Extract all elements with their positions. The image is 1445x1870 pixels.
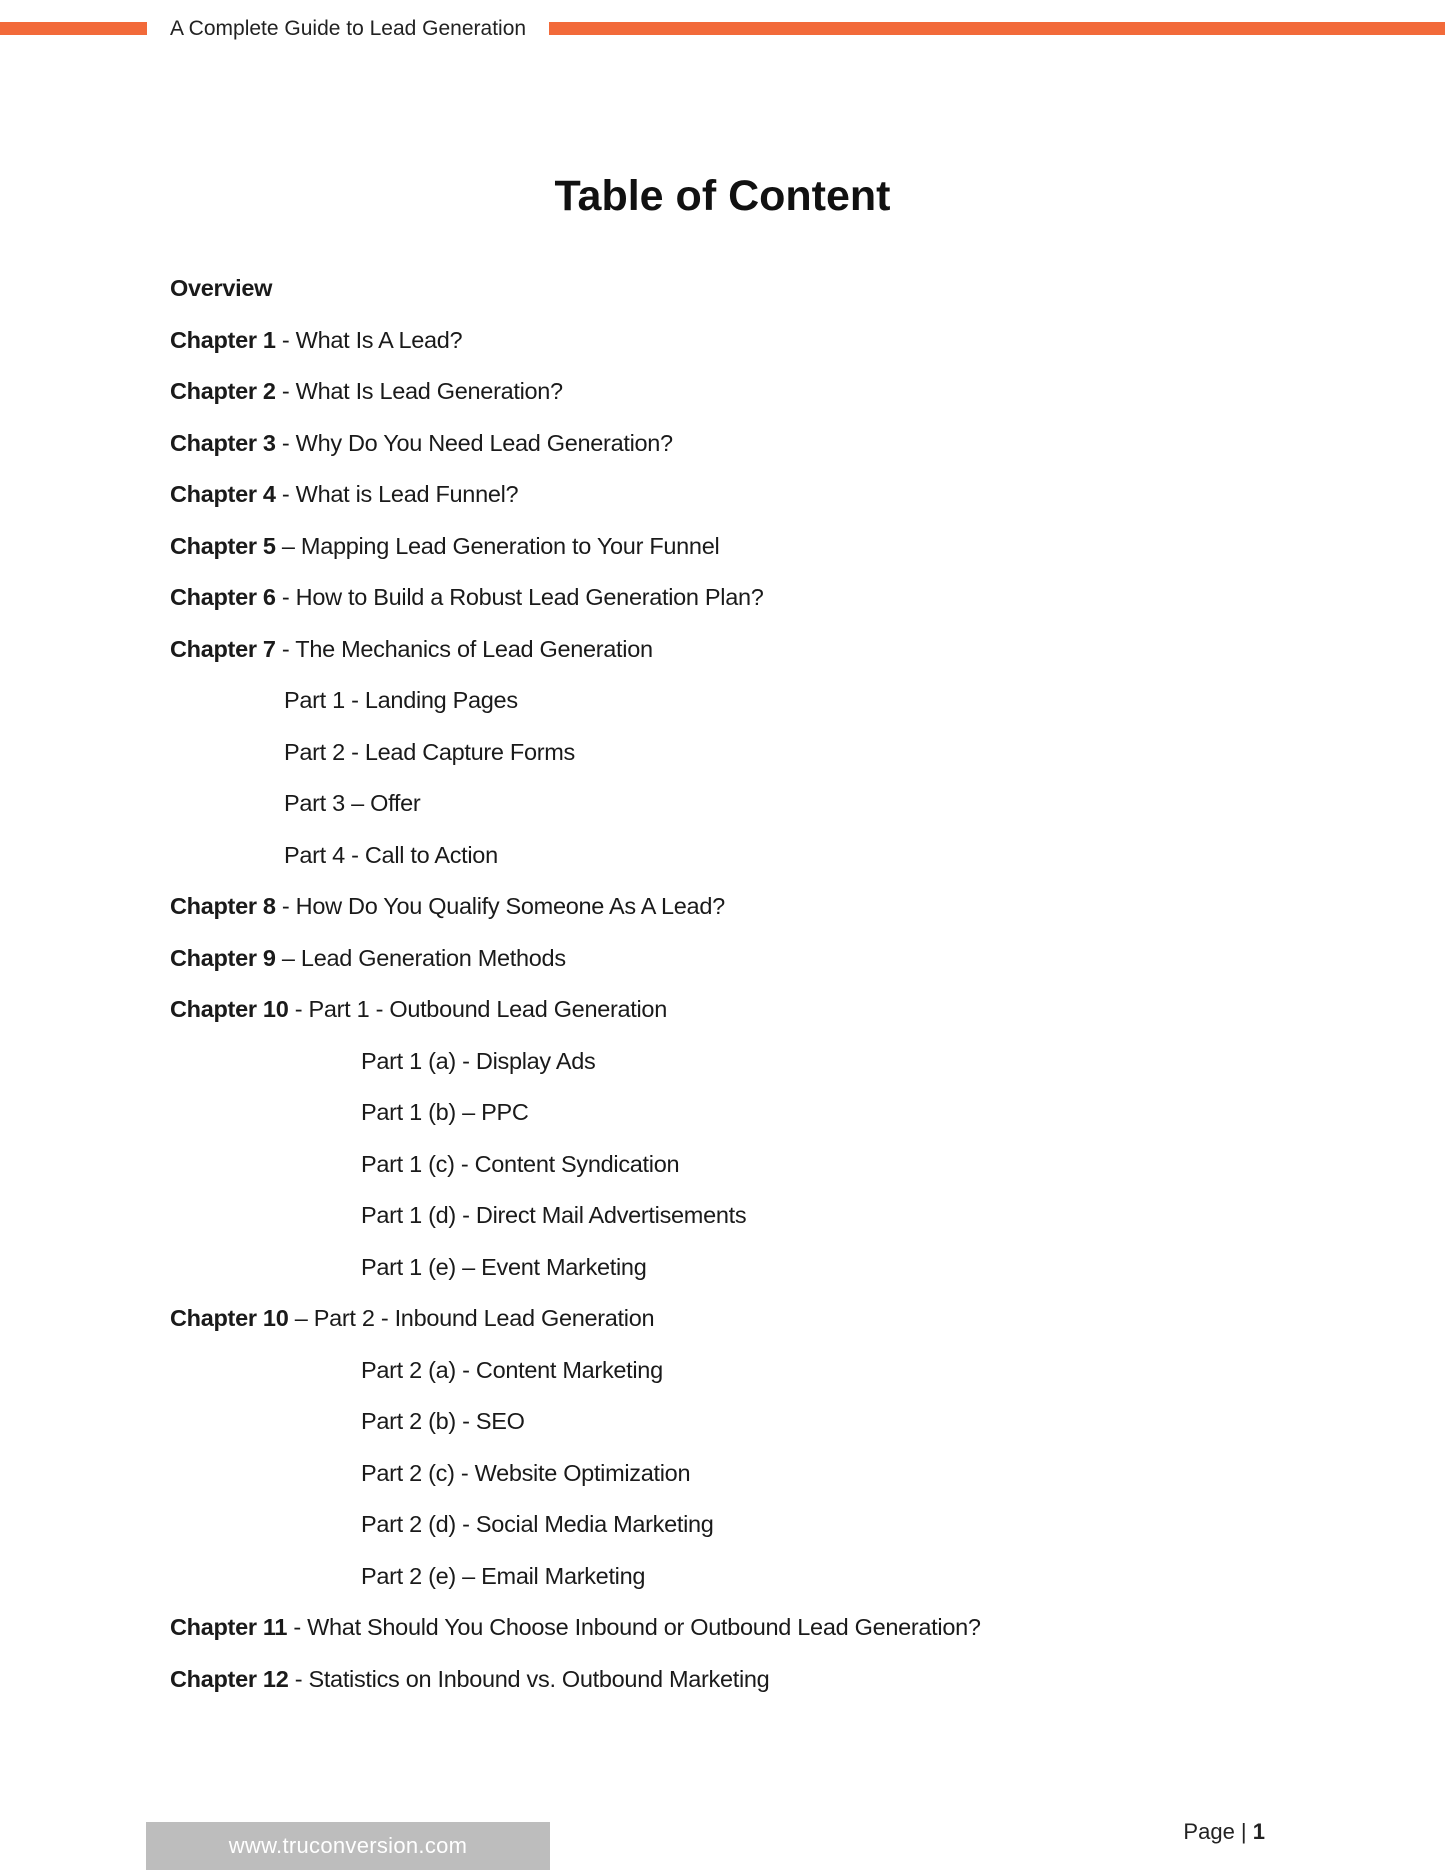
toc-entry-text: Part 1 (a) - Display Ads: [361, 1047, 596, 1074]
toc-chapter-entry[interactable]: [0, 938, 1445, 990]
toc-entry-text: - What Is A Lead?: [275, 326, 463, 353]
toc-chapter-entry[interactable]: [0, 1607, 1445, 1659]
toc-entry-text: Part 2 (a) - Content Marketing: [361, 1356, 663, 1383]
toc-chapter-entry[interactable]: [0, 629, 1445, 681]
toc-entry-text: Part 3 – Offer: [284, 790, 421, 816]
toc-entry-label: Chapter 11: [170, 1614, 288, 1640]
toc-entry-label: Chapter 7: [170, 635, 276, 662]
toc-chapter-entry[interactable]: [0, 371, 1445, 423]
toc-chapter-entry[interactable]: [0, 989, 1445, 1041]
toc-part-entry[interactable]: [0, 1504, 1445, 1556]
toc-entry-label: Chapter 4: [170, 481, 276, 507]
toc-entry-text: - How Do You Qualify Someone As A Lead?: [275, 893, 725, 919]
toc-chapter-entry[interactable]: [0, 526, 1445, 578]
page-title: Table of Content: [554, 172, 891, 220]
toc-entry-text: - What Should You Choose Inbound or Outbound Lead Generation?: [287, 1614, 981, 1640]
toc-entry-text: Part 1 - Landing Pages: [284, 687, 518, 713]
toc-part-entry[interactable]: [0, 1556, 1445, 1608]
toc-entry-text: Part 2 (b) - SEO: [361, 1408, 525, 1434]
toc-part-entry[interactable]: [0, 1041, 1445, 1093]
toc-part-entry[interactable]: [0, 1144, 1445, 1196]
toc-entry-text: Part 4 - Call to Action: [284, 841, 498, 868]
toc-entry-text: – Part 2 - Inbound Lead Generation: [288, 1305, 655, 1331]
toc-chapter-entry[interactable]: [0, 1659, 1445, 1711]
toc-entry-text: Part 2 (d) - Social Media Marketing: [361, 1511, 714, 1537]
toc-chapter-entry[interactable]: [0, 1298, 1445, 1350]
toc-entry-label: Chapter 9: [170, 944, 276, 971]
toc-entry-label: Chapter 3: [170, 429, 276, 456]
toc-entry-text: Part 1 (d) - Direct Mail Advertisements: [361, 1202, 747, 1228]
toc-entry-text: - Part 1 - Outbound Lead Generation: [288, 996, 667, 1022]
toc-part-entry[interactable]: [0, 680, 1445, 732]
toc-part-entry[interactable]: [0, 1247, 1445, 1299]
toc-list: [0, 268, 1445, 1710]
header-accent-bar-right: [549, 22, 1445, 35]
footer-url-box: [146, 1822, 550, 1870]
page-label: Page |: [1183, 1819, 1253, 1844]
toc-entry-label: Chapter 12: [170, 1665, 289, 1692]
toc-entry-label: Chapter 10: [170, 996, 289, 1022]
toc-part-entry[interactable]: [0, 783, 1445, 835]
toc-entry-text: – Mapping Lead Generation to Your Funnel: [275, 532, 720, 559]
toc-entry-label: Chapter 10: [170, 1305, 289, 1331]
toc-part-entry[interactable]: [0, 1453, 1445, 1505]
toc-entry-text: – Lead Generation Methods: [275, 944, 566, 971]
toc-part-entry[interactable]: [0, 1195, 1445, 1247]
footer-url[interactable]: www.truconversion.com: [228, 1833, 468, 1858]
toc-chapter-entry[interactable]: [0, 474, 1445, 526]
toc-chapter-entry[interactable]: [0, 577, 1445, 629]
toc-entry-text: - What is Lead Funnel?: [275, 481, 519, 507]
toc-entry-text: Part 2 - Lead Capture Forms: [284, 738, 575, 765]
toc-entry-label: Chapter 8: [170, 893, 276, 919]
toc-entry-label: Overview: [170, 275, 273, 301]
header-accent-bar-left: [0, 22, 147, 35]
toc-entry-label: Chapter 2: [170, 378, 276, 404]
toc-entry-label: Chapter 6: [170, 584, 276, 610]
toc-entry-text: Part 1 (c) - Content Syndication: [361, 1150, 680, 1177]
page-number: 1: [1252, 1819, 1265, 1844]
toc-entry-text: - Why Do You Need Lead Generation?: [275, 429, 673, 456]
toc-entry-text: Part 2 (e) – Email Marketing: [361, 1562, 646, 1589]
toc-entry-text: Part 2 (c) - Website Optimization: [361, 1459, 691, 1486]
header-title: A Complete Guide to Lead Generation: [170, 17, 527, 40]
toc-part-entry[interactable]: [0, 732, 1445, 784]
toc-chapter-entry[interactable]: [0, 320, 1445, 372]
toc-entry-text: - How to Build a Robust Lead Generation Plan?: [275, 584, 764, 610]
toc-chapter-entry[interactable]: [0, 268, 1445, 320]
toc-entry-text: - The Mechanics of Lead Generation: [275, 635, 653, 662]
toc-entry-text: Part 1 (b) – PPC: [361, 1099, 529, 1125]
toc-chapter-entry[interactable]: [0, 423, 1445, 475]
toc-part-entry[interactable]: [0, 835, 1445, 887]
toc-chapter-entry[interactable]: [0, 886, 1445, 938]
toc-part-entry[interactable]: [0, 1092, 1445, 1144]
toc-part-entry[interactable]: [0, 1401, 1445, 1453]
toc-entry-text: - Statistics on Inbound vs. Outbound Marketing: [288, 1665, 770, 1692]
toc-entry-text: Part 1 (e) – Event Marketing: [361, 1253, 647, 1280]
toc-entry-label: Chapter 5: [170, 532, 276, 559]
toc-entry-text: - What Is Lead Generation?: [275, 378, 563, 404]
toc-part-entry[interactable]: [0, 1350, 1445, 1402]
toc-entry-label: Chapter 1: [170, 326, 276, 353]
footer-page-number: [1183, 1818, 1265, 1846]
